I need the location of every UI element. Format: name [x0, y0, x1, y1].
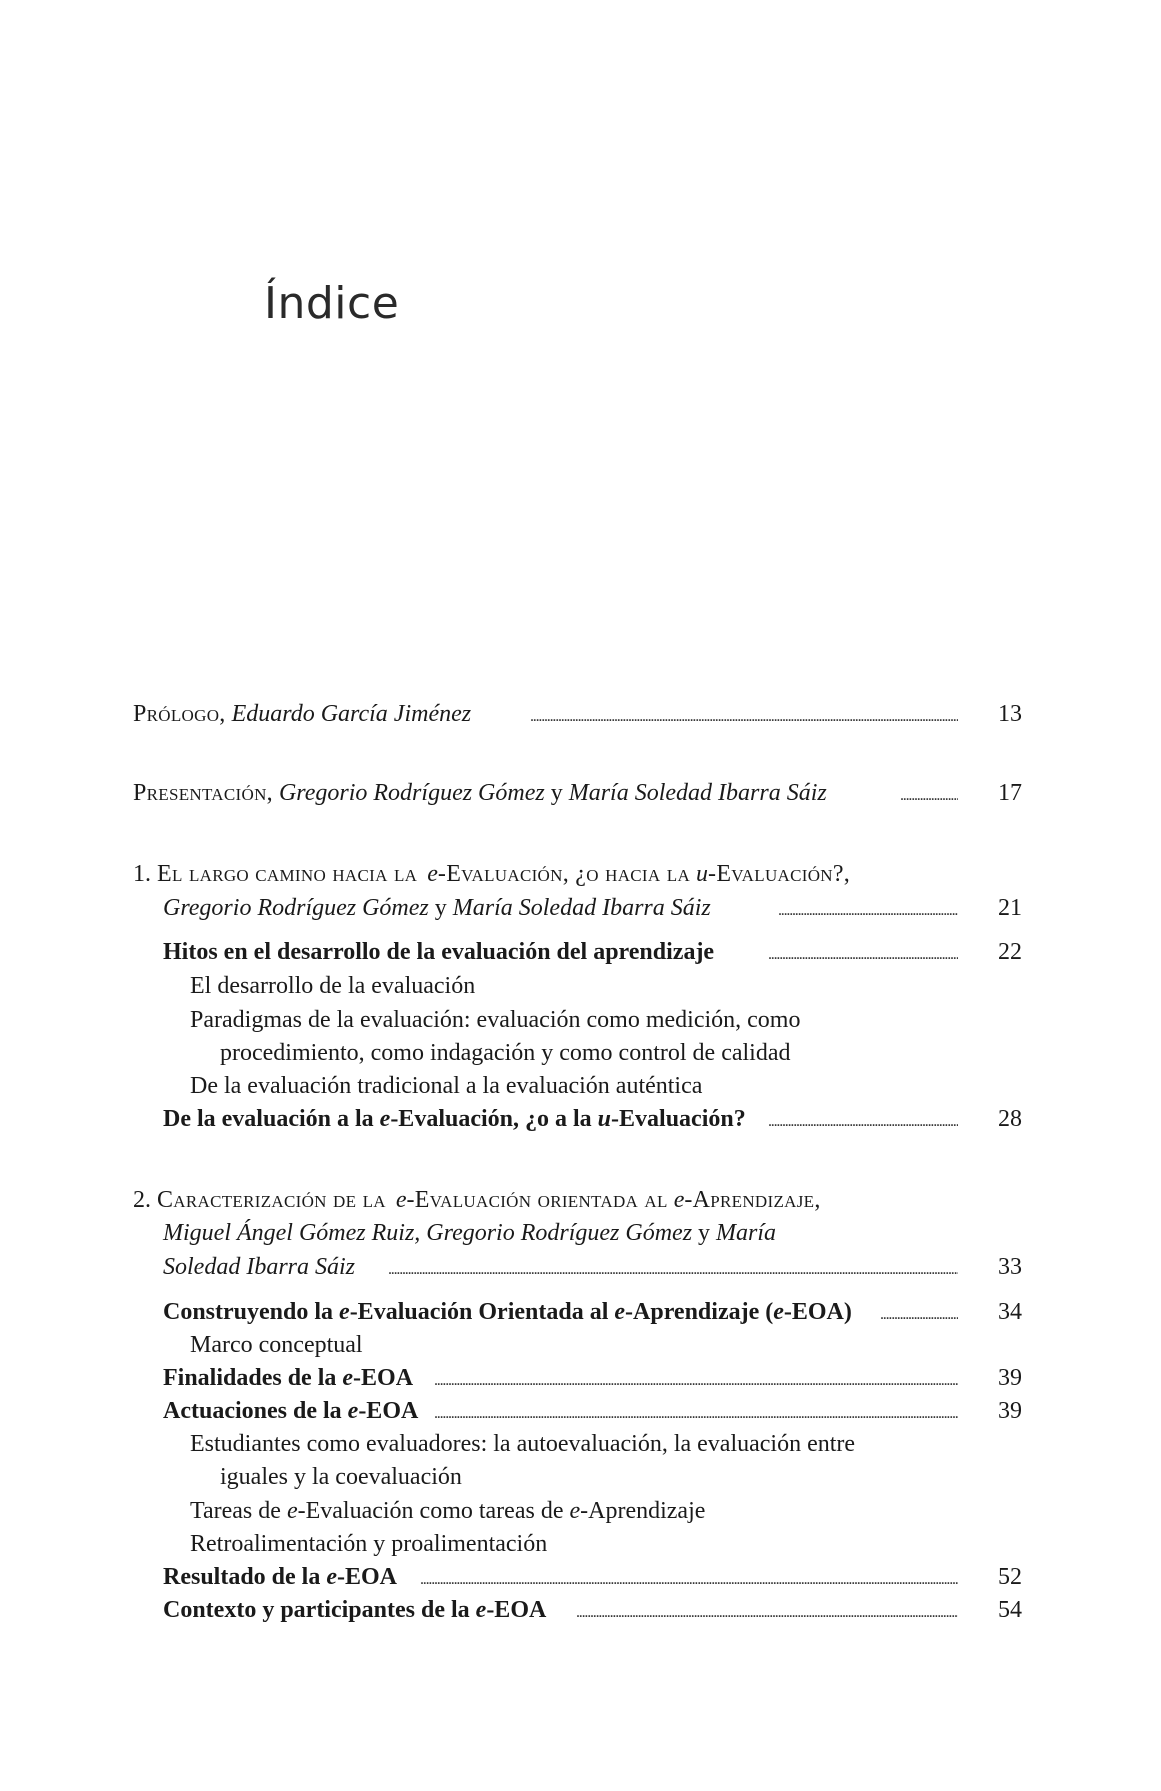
chapter-1-title[interactable]: 1. El largo camino hacia la e-Evaluación, ¿o hacia la u-Evaluación?, — [133, 861, 851, 887]
toc-entry-finalidades[interactable]: Finalidades de la e-EOA . . . 39 — [0, 1361, 1161, 1395]
dot-leader — [880, 1295, 958, 1332]
page-number: 33 — [998, 1254, 1022, 1280]
page-number: 54 — [998, 1597, 1022, 1623]
page-number: 39 — [998, 1398, 1022, 1424]
toc-subentry[interactable]: De la evaluación tradicional a la evaluación auténtica — [190, 1073, 703, 1099]
dot-leader — [768, 935, 958, 972]
chapter-2-title[interactable]: 2. Caracterización de la e-Evaluación orientada al e-Aprendizaje, — [133, 1187, 821, 1213]
dot-leader — [778, 891, 958, 928]
page-number: 17 — [998, 780, 1022, 806]
dot-leader — [434, 1361, 958, 1398]
entry-author: Gregorio Rodríguez Gómez — [278, 780, 545, 806]
toc-entry-hitos[interactable]: Hitos en el desarrollo de la evaluación del aprendizaje . . . 22 — [0, 935, 1161, 969]
page-number: 39 — [998, 1365, 1022, 1391]
dot-leader — [420, 1560, 958, 1597]
toc-entry-evaluacion[interactable]: De la evaluación a la e-Evaluación, ¿o a la u-Evaluación? . . . 28 — [0, 1102, 1161, 1136]
toc-entry-resultado[interactable]: Resultado de la e-EOA . . . 52 — [0, 1560, 1161, 1594]
dot-leader — [388, 1250, 958, 1287]
toc-entry-presentacion[interactable] — [0, 776, 1161, 810]
toc-entry-prologo[interactable] — [0, 697, 1161, 731]
page-title: Índice — [264, 278, 400, 329]
toc-subentry[interactable]: Retroalimentación y proalimentación — [190, 1531, 548, 1557]
dot-leader — [900, 776, 958, 813]
page-number: 28 — [998, 1106, 1022, 1132]
toc-subentry[interactable]: Tareas de e-Evaluación como tareas de e-Aprendizaje — [190, 1498, 706, 1524]
page-number: 22 — [998, 939, 1022, 965]
toc-subentry[interactable]: Paradigmas de la evaluación: evaluación como medición, como — [190, 1007, 801, 1033]
chapter-2-authors-continued[interactable]: Soledad Ibarra Sáiz . . . 33 — [0, 1250, 1161, 1284]
toc-subentry-continued: procedimiento, como indagación y como control de calidad — [220, 1040, 791, 1066]
entry-author: María Soledad Ibarra Sáiz — [568, 780, 827, 806]
chapter-2-authors[interactable]: Miguel Ángel Gómez Ruiz, Gregorio Rodríguez Gómez y María — [163, 1220, 777, 1246]
toc-subentry[interactable]: El desarrollo de la evaluación — [190, 973, 476, 999]
toc-entry-actuaciones[interactable]: Actuaciones de la e-EOA . . . 39 — [0, 1394, 1161, 1428]
dot-leader — [768, 1102, 958, 1139]
chapter-1-authors[interactable]: Gregorio Rodríguez Gómez y María Soledad Ibarra Sáiz . . . 21 — [0, 891, 1161, 925]
toc-subentry-continued: iguales y la coevaluación — [220, 1464, 462, 1490]
entry-label: Prólogo, — [133, 701, 226, 727]
toc-entry-contexto[interactable]: Contexto y participantes de la e-EOA . . . 54 — [0, 1593, 1161, 1627]
dot-leader — [434, 1394, 958, 1431]
page-number: 21 — [998, 895, 1022, 921]
dot-leader — [530, 697, 958, 734]
entry-label: Presentación, — [133, 780, 273, 806]
entry-author: Eduardo García Jiménez — [231, 701, 472, 727]
conjunction: y — [550, 780, 563, 806]
toc-subentry[interactable]: Marco conceptual — [190, 1332, 363, 1358]
toc-subentry[interactable]: Estudiantes como evaluadores: la autoevaluación, la evaluación entre — [190, 1431, 856, 1457]
dot-leader — [576, 1593, 958, 1630]
toc-entry-construyendo[interactable]: Construyendo la e-Evaluación Orientada al e-Aprendizaje (e-EOA) . . . 34 — [0, 1295, 1161, 1329]
page-number: 34 — [998, 1299, 1022, 1325]
page-number: 13 — [998, 701, 1022, 727]
chapter-number: 1. — [133, 861, 151, 887]
page-number: 52 — [998, 1564, 1022, 1590]
chapter-number: 2. — [133, 1187, 151, 1213]
